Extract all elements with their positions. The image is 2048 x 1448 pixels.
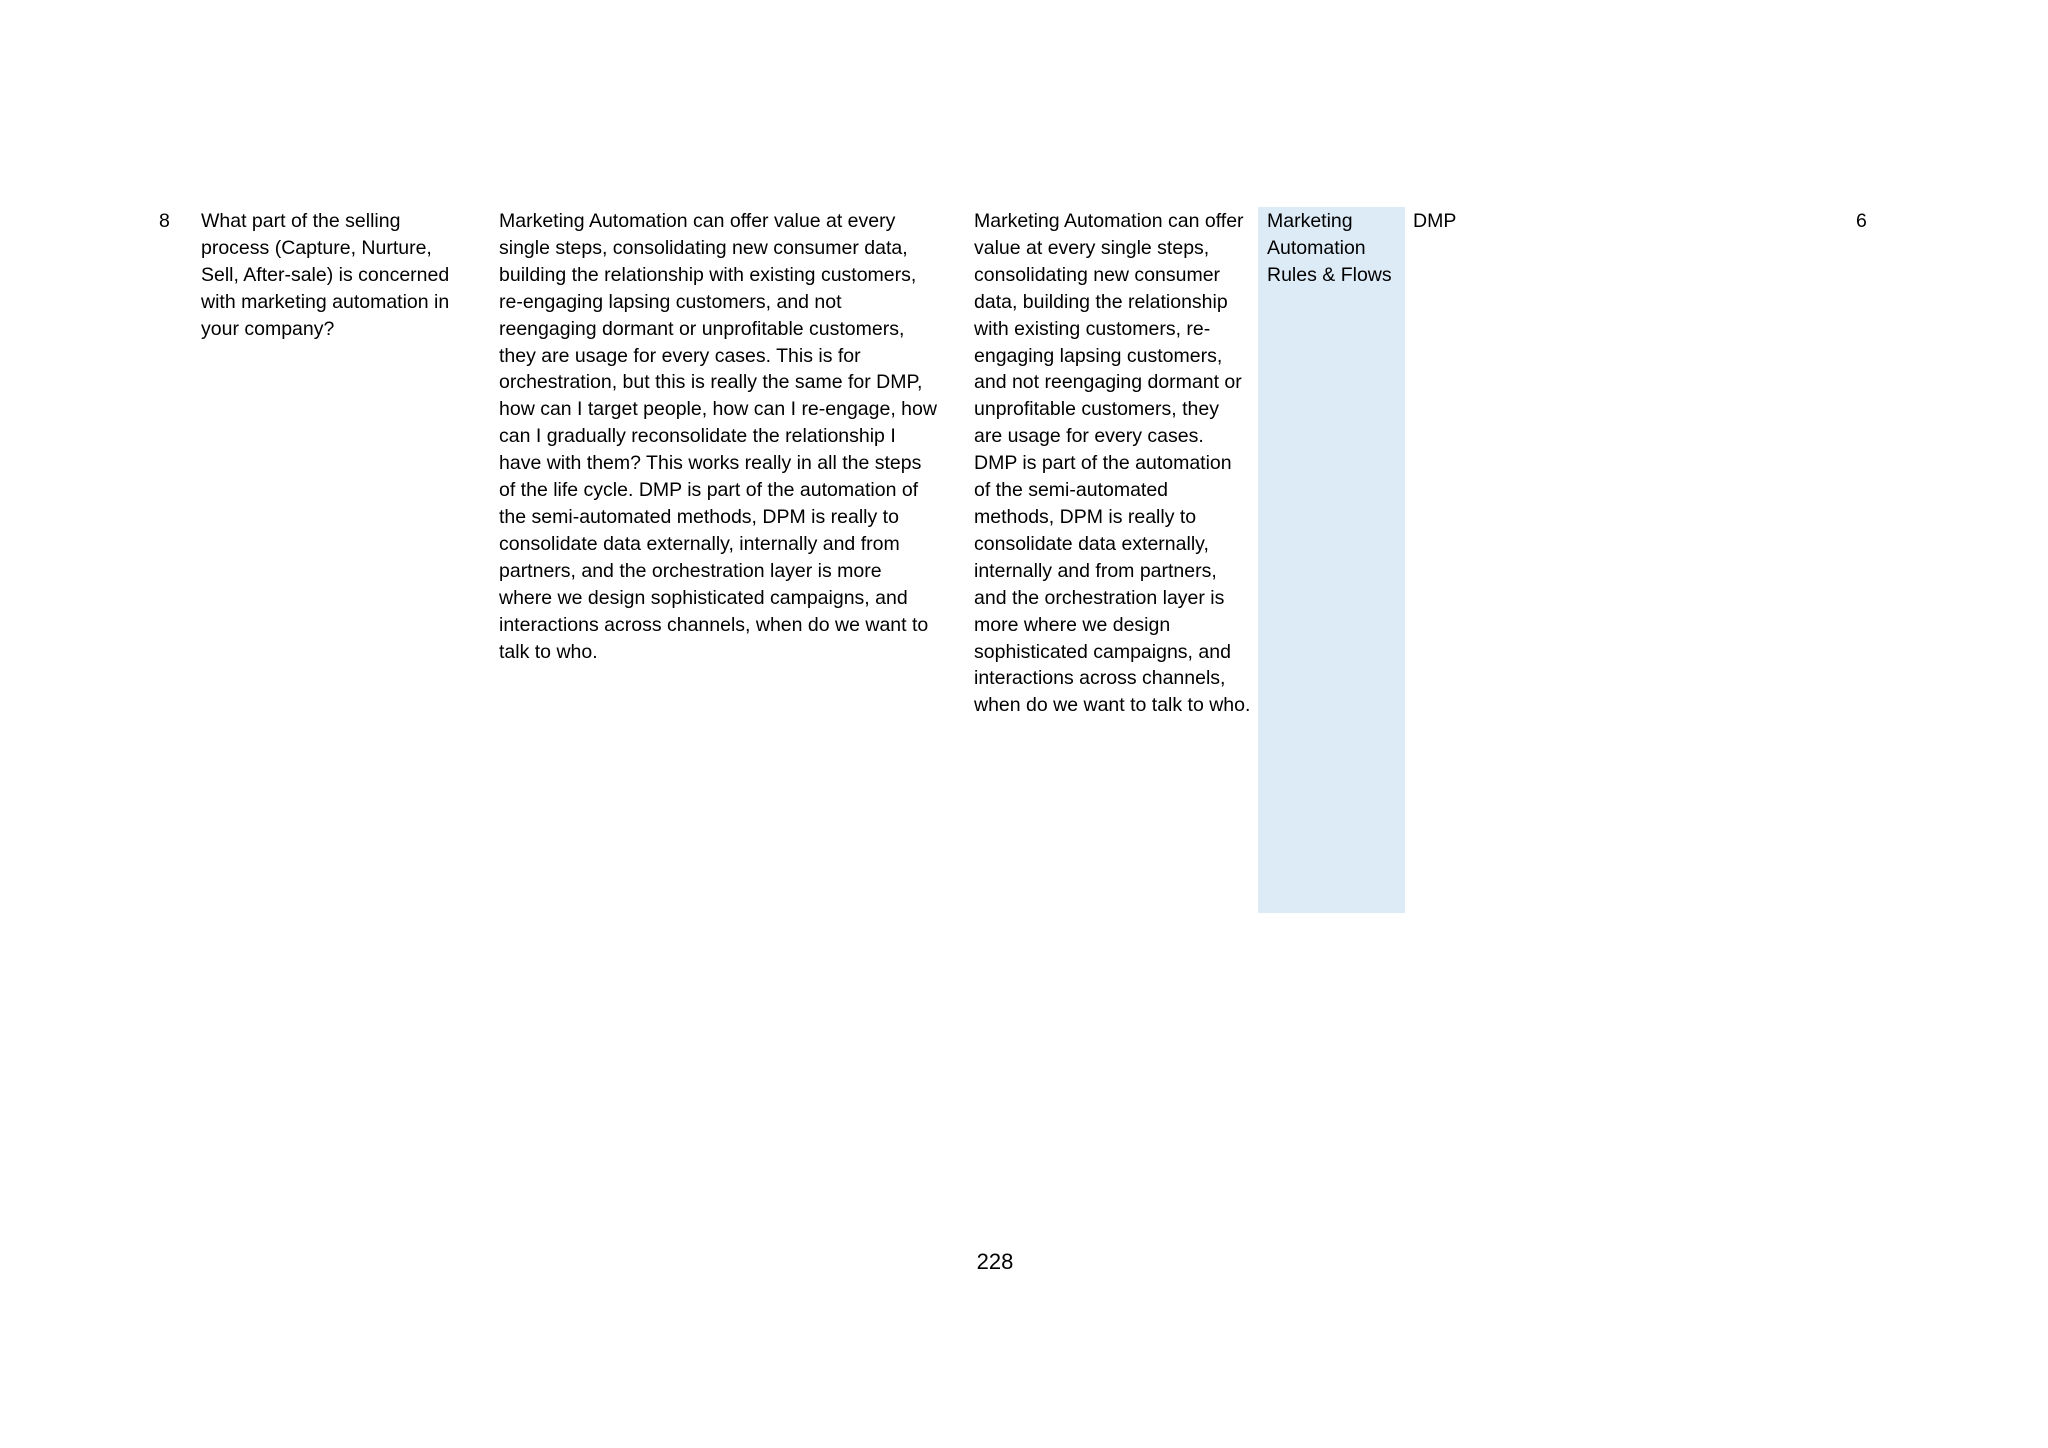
question-cell: What part of the selling process (Capture, Nurture, Sell, After-sale) is concerned with marketing automation in your company?: [201, 210, 450, 340]
score-cell: 6: [1856, 210, 1867, 232]
answer-cell: Marketing Automation can offer value at every single steps, consolidating new consumer data, building the relationship with existing customers, re-engaging lapsing customers, and not reengaging dormant or unprofitable customers, they are usage for every cases. This is for orchestration, but this is really the same for DMP, how can I target people, how can I re-engage, how can I gradually reconsolidate the relationship I have with them? This works really in all the steps of the life cycle. DMP is part of the automation of the semi-automated methods, DPM is really to consolidate data externally, internally and from partners, and the orchestration layer is more where we design sophisticated campaigns, and interactions across channels, when do we want to talk to who.: [499, 210, 937, 663]
category-cell: Marketing Automation Rules & Flows: [1267, 210, 1392, 286]
page-number: 228: [976, 1249, 1014, 1274]
subcategory-cell: DMP: [1413, 210, 1457, 232]
summary-cell: Marketing Automation can offer value at every single steps, consolidating new consumer data, building the relationship with existing customers, re-engaging lapsing customers, and not reengaging dormant or unprofitable customers, they are usage for every cases. DMP is part of the automation of the semi-automated methods, DPM is really to consolidate data externally, internally and from partners, and the orchestration layer is more where we design sophisticated campaigns, and interactions across channels, when do we want to talk to who.: [974, 210, 1251, 717]
category-cell-highlight: [1258, 207, 1405, 913]
row-number: 8: [159, 210, 170, 232]
